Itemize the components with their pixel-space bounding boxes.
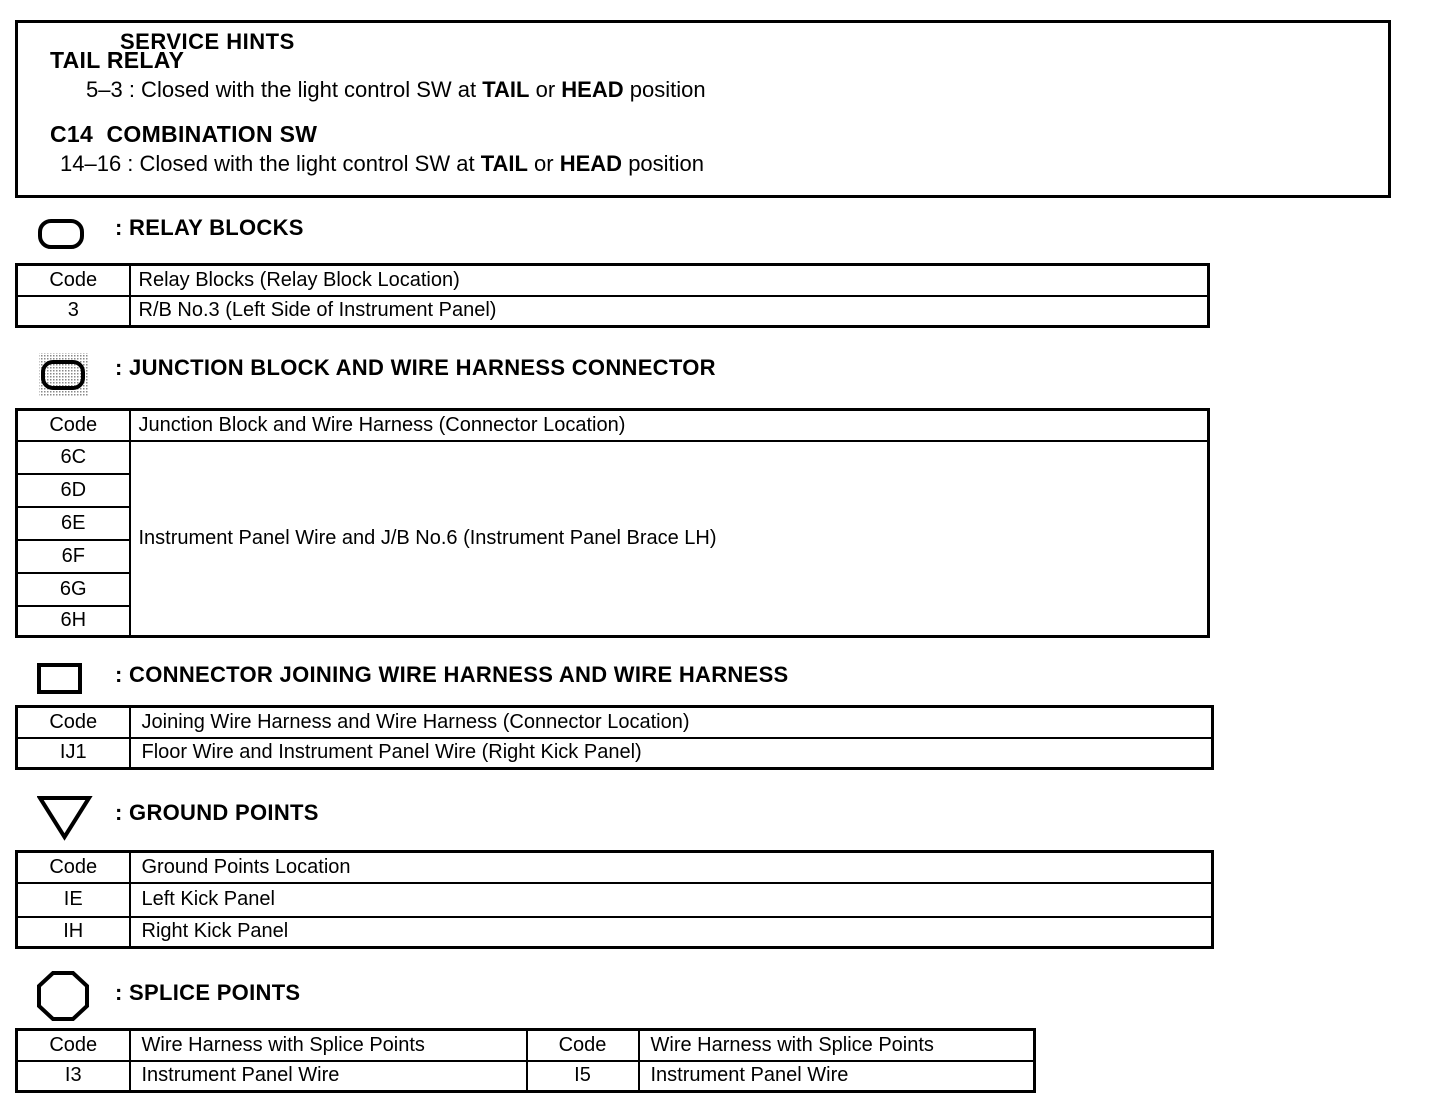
connectors-title: : CONNECTOR JOINING WIRE HARNESS AND WIRE HARNESS — [115, 662, 789, 687]
cell-code: 6E — [17, 507, 130, 540]
table-header-row — [17, 707, 1213, 738]
cell-location: R/B No.3 (Left Side of Instrument Panel) — [130, 296, 1209, 327]
cell-location: Floor Wire and Instrument Panel Wire (Right Kick Panel) — [130, 738, 1213, 769]
shaded-rounded-rect-icon — [38, 352, 90, 398]
header-code: Code — [17, 410, 130, 441]
relay-blocks-table — [15, 263, 1210, 328]
service-hints-title: SERVICE HINTS — [92, 29, 321, 55]
rectangle-icon — [36, 662, 84, 696]
cell-location: Right Kick Panel — [130, 917, 1213, 948]
header-code: Code — [17, 707, 130, 738]
cell-code: IJ1 — [17, 738, 130, 769]
cell-wire-harness: Instrument Panel Wire — [130, 1061, 527, 1092]
connectors-table — [15, 705, 1214, 770]
cell-code: I3 — [17, 1061, 130, 1092]
cell-code: 6G — [17, 573, 130, 606]
table-row — [17, 738, 1213, 769]
cell-location: Left Kick Panel — [130, 883, 1213, 917]
table-header-row — [17, 410, 1209, 441]
header-code: Code — [17, 852, 130, 883]
table-row — [17, 1061, 1035, 1092]
header-location: Ground Points Location — [130, 852, 1213, 883]
cell-code: 6H — [17, 606, 130, 637]
junction-blocks-table — [15, 408, 1210, 638]
cell-code: IH — [17, 917, 130, 948]
table-row — [17, 441, 1209, 474]
junction-blocks-title: : JUNCTION BLOCK AND WIRE HARNESS CONNECTOR — [115, 355, 716, 380]
cell-code: 3 — [17, 296, 130, 327]
table-header-row — [17, 1030, 1035, 1061]
cell-code: 6F — [17, 540, 130, 573]
octagon-icon — [36, 970, 90, 1022]
header-location: Junction Block and Wire Harness (Connector Location) — [130, 410, 1209, 441]
hint-heading-tail-relay: TAIL RELAY — [50, 47, 185, 73]
rounded-rect-icon — [38, 218, 86, 250]
table-header-row — [17, 852, 1213, 883]
header-code: Code — [527, 1030, 639, 1061]
table-row — [17, 296, 1209, 327]
hint-heading-combination-sw: C14 COMBINATION SW — [50, 121, 318, 147]
splice-points-table — [15, 1028, 1036, 1093]
table-row — [17, 883, 1213, 917]
ground-points-title: : GROUND POINTS — [115, 800, 319, 825]
cell-code: IE — [17, 883, 130, 917]
cell-code: 6C — [17, 441, 130, 474]
table-row — [17, 917, 1213, 948]
hint-line-combination-sw: 14–16 : Closed with the light control SW at TAIL or HEAD position — [60, 151, 705, 176]
hint-line-tail-relay: 5–3 : Closed with the light control SW at TAIL or HEAD position — [86, 77, 706, 102]
header-location: Relay Blocks (Relay Block Location) — [130, 265, 1209, 296]
cell-code: I5 — [527, 1061, 639, 1092]
table-header-row — [17, 265, 1209, 296]
cell-location: Instrument Panel Wire and J/B No.6 (Instrument Panel Brace LH) — [130, 441, 1209, 637]
cell-wire-harness: Instrument Panel Wire — [639, 1061, 1035, 1092]
header-code: Code — [17, 265, 130, 296]
header-wire-harness: Wire Harness with Splice Points — [639, 1030, 1035, 1061]
triangle-down-icon — [37, 795, 93, 841]
header-location: Joining Wire Harness and Wire Harness (Connector Location) — [130, 707, 1213, 738]
ground-points-table — [15, 850, 1214, 949]
cell-code: 6D — [17, 474, 130, 507]
splice-points-title: : SPLICE POINTS — [115, 980, 301, 1005]
header-code: Code — [17, 1030, 130, 1061]
service-hints-box — [15, 20, 1391, 198]
relay-blocks-title: : RELAY BLOCKS — [115, 215, 304, 240]
header-wire-harness: Wire Harness with Splice Points — [130, 1030, 527, 1061]
